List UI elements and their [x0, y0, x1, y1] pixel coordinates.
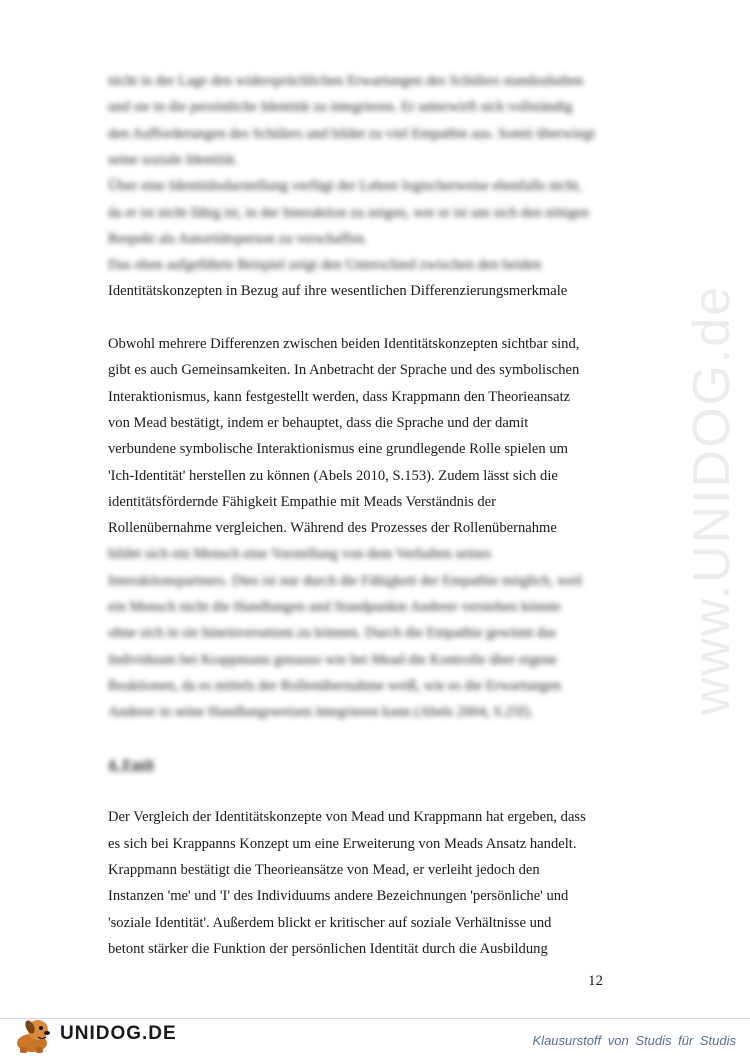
text-line: identitätsfördernde Fähigkeit Empathie mit Meads Verständnis der	[108, 493, 496, 510]
text-line: verbundene symbolische Interaktionismus eine grundlegende Rolle spielen um	[108, 441, 568, 458]
section-heading: 4. Fazit	[108, 756, 155, 773]
text-line: Das oben aufgeführte Beispiel zeigt den Unterschied zwischen den beiden	[108, 257, 542, 274]
text-line: Individuum bei Krappmann genauso wie bei Mead die Kontrolle über eigene	[108, 651, 558, 668]
text-line: den Aufforderungen des Schülers und bildet zu viel Empathie aus. Somit überwiegt	[108, 125, 595, 142]
dog-icon	[8, 1013, 56, 1055]
text-line: von Mead bestätigt, indem er behauptet, dass die Sprache und der damit	[108, 414, 529, 431]
text-line: 'soziale Identität'. Außerdem blickt er kritischer auf soziale Verhältnisse und	[108, 914, 552, 931]
watermark: www.UNIDOG.de	[683, 284, 741, 716]
text-line: und sie in die persönliche Identität zu integrieren. Er unterwirft sich vollständig	[108, 99, 573, 116]
text-line: Rollenübernahme vergleichen. Während des Prozesses der Rollenübernahme	[108, 520, 557, 537]
text-line: Über eine Identitätsdarstellung verfügt der Lehrer logischerweise ebenfalls nicht,	[108, 178, 582, 195]
text-line: Krappmann bestätigt die Theorieansätze von Mead, er verleiht jedoch den	[108, 862, 540, 878]
logo-text: UNIDOG.DE	[60, 1023, 177, 1044]
text-line: ein Mensch nicht die Handlungen und Standpunkte Anderer verstehen könnte	[108, 599, 561, 615]
text-line: Respekt als Autoritätsperson zu verschaffen.	[108, 230, 368, 247]
text-line: da er ist nicht fähig ist, in der Interaktion zu zeigen, wer er ist um sich den nötigen	[108, 204, 590, 221]
page-number: 12	[588, 973, 603, 989]
text-line: es sich bei Krappanns Konzept um eine Erweiterung von Meads Ansatz handelt.	[108, 835, 577, 852]
text-line: seine soziale Identität.	[108, 151, 239, 168]
text-line: ohne sich in sie hineinversetzen zu können. Durch die Empathie gewinnt das	[108, 625, 557, 642]
text-line: 'Ich-Identität' herstellen zu können (Abels 2010, S.153). Zudem lässt sich die	[108, 467, 558, 484]
text-line: gibt es auch Gemeinsamkeiten. In Anbetracht der Sprache und des symbolischen	[108, 362, 580, 379]
unidog-logo[interactable]	[8, 1013, 198, 1055]
text-line: Interaktionismus, kann festgestellt werden, dass Krappmann den Theorieansatz	[108, 388, 571, 405]
text-line: Identitätskonzepten in Bezug auf ihre wesentlichen Differenzierungsmerkmale	[108, 283, 568, 300]
text-line: bildet sich ein Mensch eine Vorstellung von dem Verhalten seines	[108, 546, 492, 563]
text-line: Anderer in seine Handlungsweisen integrieren kann (Abels 2004, S.25f).	[108, 704, 534, 721]
text-line: Interaktionspartners. Dies ist nur durch die Fähigkeit der Empathie möglich, weil	[108, 572, 583, 589]
text-line: Obwohl mehrere Differenzen zwischen beiden Identitätskonzepten sichtbar sind,	[108, 336, 580, 352]
text-line: Instanzen 'me' und 'I' des Individuums andere Bezeichnungen 'persönliche' und	[108, 888, 569, 905]
text-line: Der Vergleich der Identitätskonzepte von Mead und Krappmann hat ergeben, dass	[108, 809, 586, 826]
text-line: betont stärker die Funktion der persönlichen Identität durch die Ausbildung	[108, 940, 548, 957]
text-line: nicht in der Lage den widersprüchlichen Erwartungen des Schülers standzuhalten	[108, 73, 584, 89]
footer-tagline: Klausurstoff von Studis für Studis	[532, 1033, 736, 1048]
text-line: Reaktionen, da es mittels der Rollenübernahme weiß, wie es die Erwartungen	[108, 677, 562, 694]
